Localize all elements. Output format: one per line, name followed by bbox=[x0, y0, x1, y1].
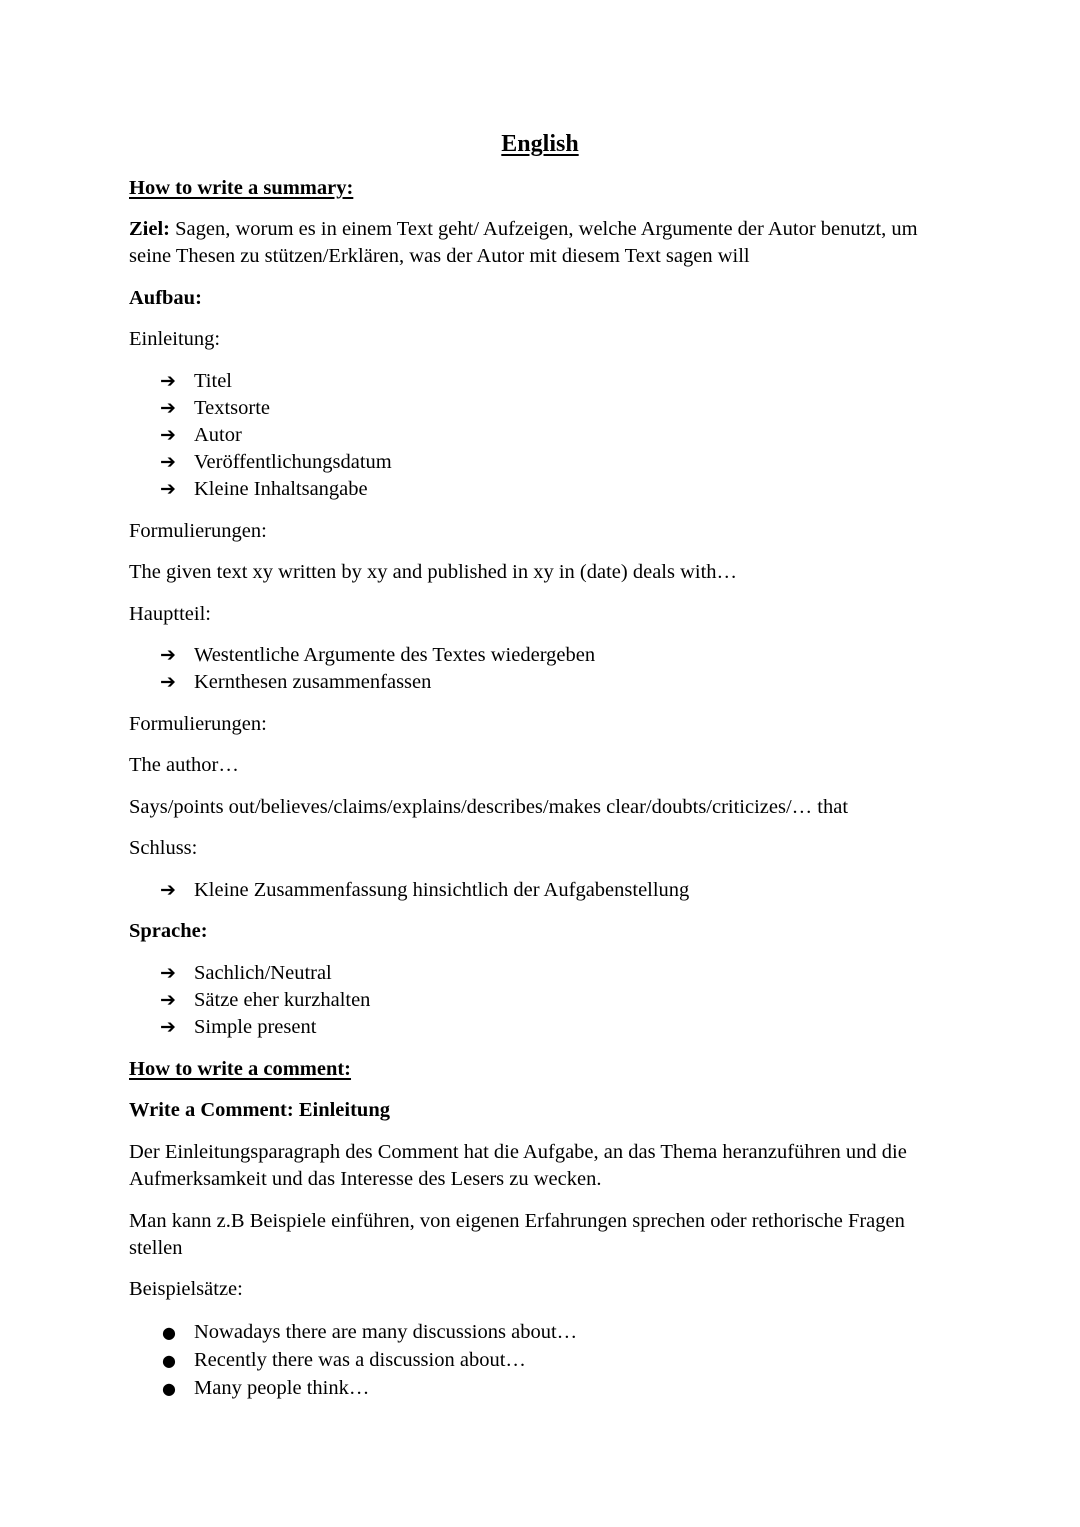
arrow-icon: ➔ bbox=[160, 989, 176, 1011]
sprache-heading: Sprache: bbox=[129, 920, 208, 942]
schluss-label: Schluss: bbox=[129, 837, 198, 859]
list-item: ➔ Textsorte bbox=[160, 395, 270, 422]
arrow-icon: ➔ bbox=[160, 644, 176, 666]
list-item: ➔ Kernthesen zusammenfassen bbox=[160, 669, 431, 696]
list-item: ➔ Simple present bbox=[160, 1014, 316, 1041]
comment-paragraph-1: Der Einleitungsparagraph des Comment hat die Aufgabe, an das Thema heranzuführen und die Aufmerksamkeit und das Interesse des Lesers zu wecken. bbox=[129, 1141, 907, 1190]
bullet-icon: ● bbox=[162, 1351, 176, 1370]
arrow-icon: ➔ bbox=[160, 671, 176, 693]
formulierungen-label: Formulierungen: bbox=[129, 713, 267, 735]
einleitung-label: Einleitung: bbox=[129, 328, 221, 350]
ziel-paragraph bbox=[129, 216, 949, 270]
list-item: ● Many people think… bbox=[160, 1375, 369, 1402]
list-item: ➔ Kleine Zusammenfassung hinsichtlich der Aufgabenstellung bbox=[160, 877, 689, 904]
comment-subheading: Write a Comment: Einleitung bbox=[129, 1099, 390, 1121]
list-item: ● Nowadays there are many discussions about… bbox=[160, 1319, 577, 1346]
comment-paragraph-2: Man kann z.B Beispiele einführen, von eigenen Erfahrungen sprechen oder rethorische Fragen stellen bbox=[129, 1210, 905, 1259]
arrow-icon: ➔ bbox=[160, 478, 176, 500]
bullet-icon: ● bbox=[162, 1379, 176, 1398]
ziel-label: Ziel: bbox=[129, 218, 170, 240]
hauptteil-label: Hauptteil: bbox=[129, 603, 211, 625]
list-item: ➔ Sätze eher kurzhalten bbox=[160, 987, 370, 1014]
arrow-icon: ➔ bbox=[160, 962, 176, 984]
arrow-icon: ➔ bbox=[160, 397, 176, 419]
list-item: ➔ Veröffentlichungsdatum bbox=[160, 449, 392, 476]
list-item: ➔ Westentliche Argumente des Textes wiedergeben bbox=[160, 642, 595, 669]
arrow-icon: ➔ bbox=[160, 879, 176, 901]
summary-heading: How to write a summary: bbox=[129, 177, 354, 199]
aufbau-heading: Aufbau: bbox=[129, 287, 202, 309]
ziel-text: Sagen, worum es in einem Text geht/ Aufzeigen, welche Argumente der Autor benutzt, um seine Thesen zu stützen/Erklären, was der Autor mit diesem Text sagen will bbox=[129, 218, 918, 267]
list-item: ● Recently there was a discussion about… bbox=[160, 1347, 526, 1374]
author-line: The author… bbox=[129, 754, 239, 776]
verbs-line: Says/points out/believes/claims/explains/describes/makes clear/doubts/criticizes/… that bbox=[129, 796, 849, 818]
list-item: ➔ Autor bbox=[160, 422, 242, 449]
arrow-icon: ➔ bbox=[160, 424, 176, 446]
list-item: ➔ Sachlich/Neutral bbox=[160, 960, 332, 987]
page-title: English bbox=[501, 131, 579, 157]
arrow-icon: ➔ bbox=[160, 370, 176, 392]
arrow-icon: ➔ bbox=[160, 1016, 176, 1038]
list-item: ➔ Kleine Inhaltsangabe bbox=[160, 476, 368, 503]
formulierung-example: The given text xy written by xy and published in xy in (date) deals with… bbox=[129, 561, 738, 583]
arrow-icon: ➔ bbox=[160, 451, 176, 473]
bullet-icon: ● bbox=[162, 1323, 176, 1342]
formulierungen-label: Formulierungen: bbox=[129, 520, 267, 542]
list-item: ➔ Titel bbox=[160, 368, 232, 395]
comment-heading: How to write a comment: bbox=[129, 1058, 352, 1080]
beispielsaetze-label: Beispielsätze: bbox=[129, 1278, 243, 1300]
